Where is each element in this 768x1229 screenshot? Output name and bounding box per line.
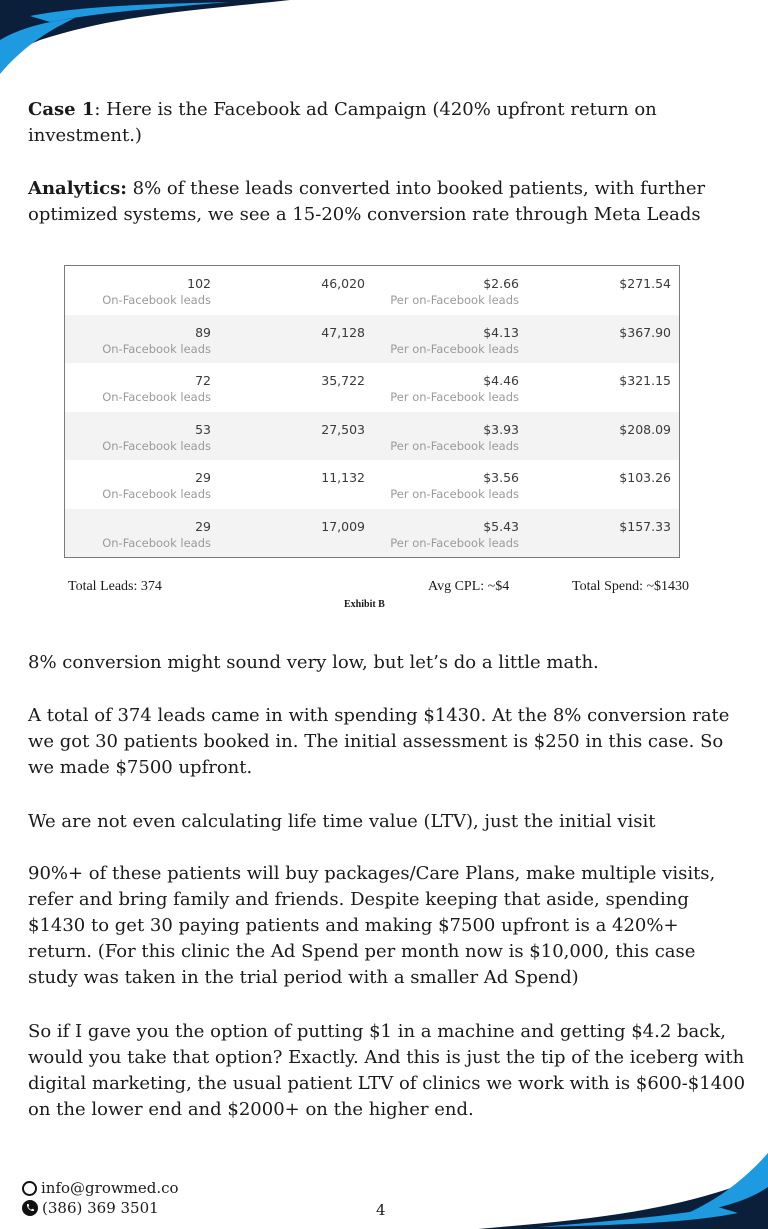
reach-value: 17,009 [321,518,365,534]
case-paragraph: Case 1: Here is the Facebook ad Campaign (420% upfront return on investment.) [28,99,657,146]
body-paragraph: We are not even calculating life time value (LTV), just the initial visit [28,811,656,832]
leads-value: 53 [195,421,211,437]
phone-text: (386) 369 3501 [42,1199,159,1217]
phone-icon [22,1200,38,1216]
cpl-value: $3.93 [483,421,519,437]
cpl-value: $4.46 [483,373,519,388]
spend-value: $271.54 [619,276,671,291]
footer-phone[interactable] [22,1199,159,1217]
cpl-value: $2.66 [483,276,519,291]
avg-cpl: Avg CPL: ~$4 [428,579,510,594]
reach-value: 46,020 [321,276,365,291]
cpl-caption: Per on-Facebook leads [390,535,519,550]
table-row [65,412,679,461]
cpl-value: $3.56 [483,470,519,485]
exhibit-caption: Exhibit B [344,599,385,610]
total-leads: Total Leads: 374 [68,579,162,594]
body-paragraph: So if I gave you the option of putting $1 in a machine and getting $4.2 back, would you take that option? Exactly. And this is just the tip of the iceberg with digital marketing, the usual patient LTV of clinics we work with is $600-$1400 on the lower end and $2000+ on the higher end. [28,1021,746,1120]
leads-value: 29 [195,470,211,485]
page-number: 4 [376,1201,386,1219]
cpl-value: $5.43 [483,518,519,534]
cpl-caption: Per on-Facebook leads [390,293,519,307]
top-corner-decoration [0,0,290,80]
table-row [65,363,679,412]
email-text: info@growmed.co [41,1179,179,1197]
body-paragraph: 90%+ of these patients will buy packages/Care Plans, make multiple visits, refer and bring family and friends. Despite keeping that aside, spending $1430 to get 30 paying patients and making $7500 upfront is a 420%+ return. (For this clinic the Ad Spend per month now is $10,000, this case study was taken in the trial period with a smaller Ad Spend) [28,863,716,988]
spend-value: $208.09 [619,421,671,437]
leads-caption: On-Facebook leads [102,341,211,356]
reach-value: 47,128 [321,324,365,340]
spend-value: $157.33 [619,518,671,534]
table-row [65,315,679,364]
analytics-paragraph: Analytics: 8% of these leads converted into booked patients, with further optimized systems, we see a 15-20% conversion rate through Meta Leads [28,178,706,225]
body-paragraph: 8% conversion might sound very low, but let’s do a little math. [28,652,599,673]
bottom-corner-decoration [478,1149,768,1229]
leads-caption: On-Facebook leads [102,390,211,404]
spend-value: $367.90 [619,324,671,340]
table-row [65,509,679,558]
table-row [65,266,679,315]
cpl-caption: Per on-Facebook leads [390,438,519,453]
leads-caption: On-Facebook leads [102,535,211,550]
cpl-caption: Per on-Facebook leads [390,341,519,356]
leads-value: 102 [187,276,211,291]
leads-value: 89 [195,324,211,340]
leads-caption: On-Facebook leads [102,293,211,307]
leads-caption: On-Facebook leads [102,487,211,501]
reach-value: 11,132 [321,470,365,485]
email-icon [22,1181,37,1196]
reach-value: 27,503 [321,421,365,437]
total-spend: Total Spend: ~$1430 [572,579,690,594]
spend-value: $103.26 [619,470,671,485]
footer-email[interactable] [22,1179,179,1197]
ads-results-table [64,265,680,558]
leads-caption: On-Facebook leads [102,438,211,453]
table-row [65,460,679,509]
cpl-caption: Per on-Facebook leads [390,487,519,501]
leads-value: 29 [195,518,211,534]
reach-value: 35,722 [321,373,365,388]
cpl-caption: Per on-Facebook leads [390,390,519,404]
body-paragraph: A total of 374 leads came in with spending $1430. At the 8% conversion rate we got 30 patients booked in. The initial assessment is $250 in this case. So we made $7500 upfront. [28,705,730,778]
spend-value: $321.15 [619,373,671,388]
leads-value: 72 [195,373,211,388]
cpl-value: $4.13 [483,324,519,340]
